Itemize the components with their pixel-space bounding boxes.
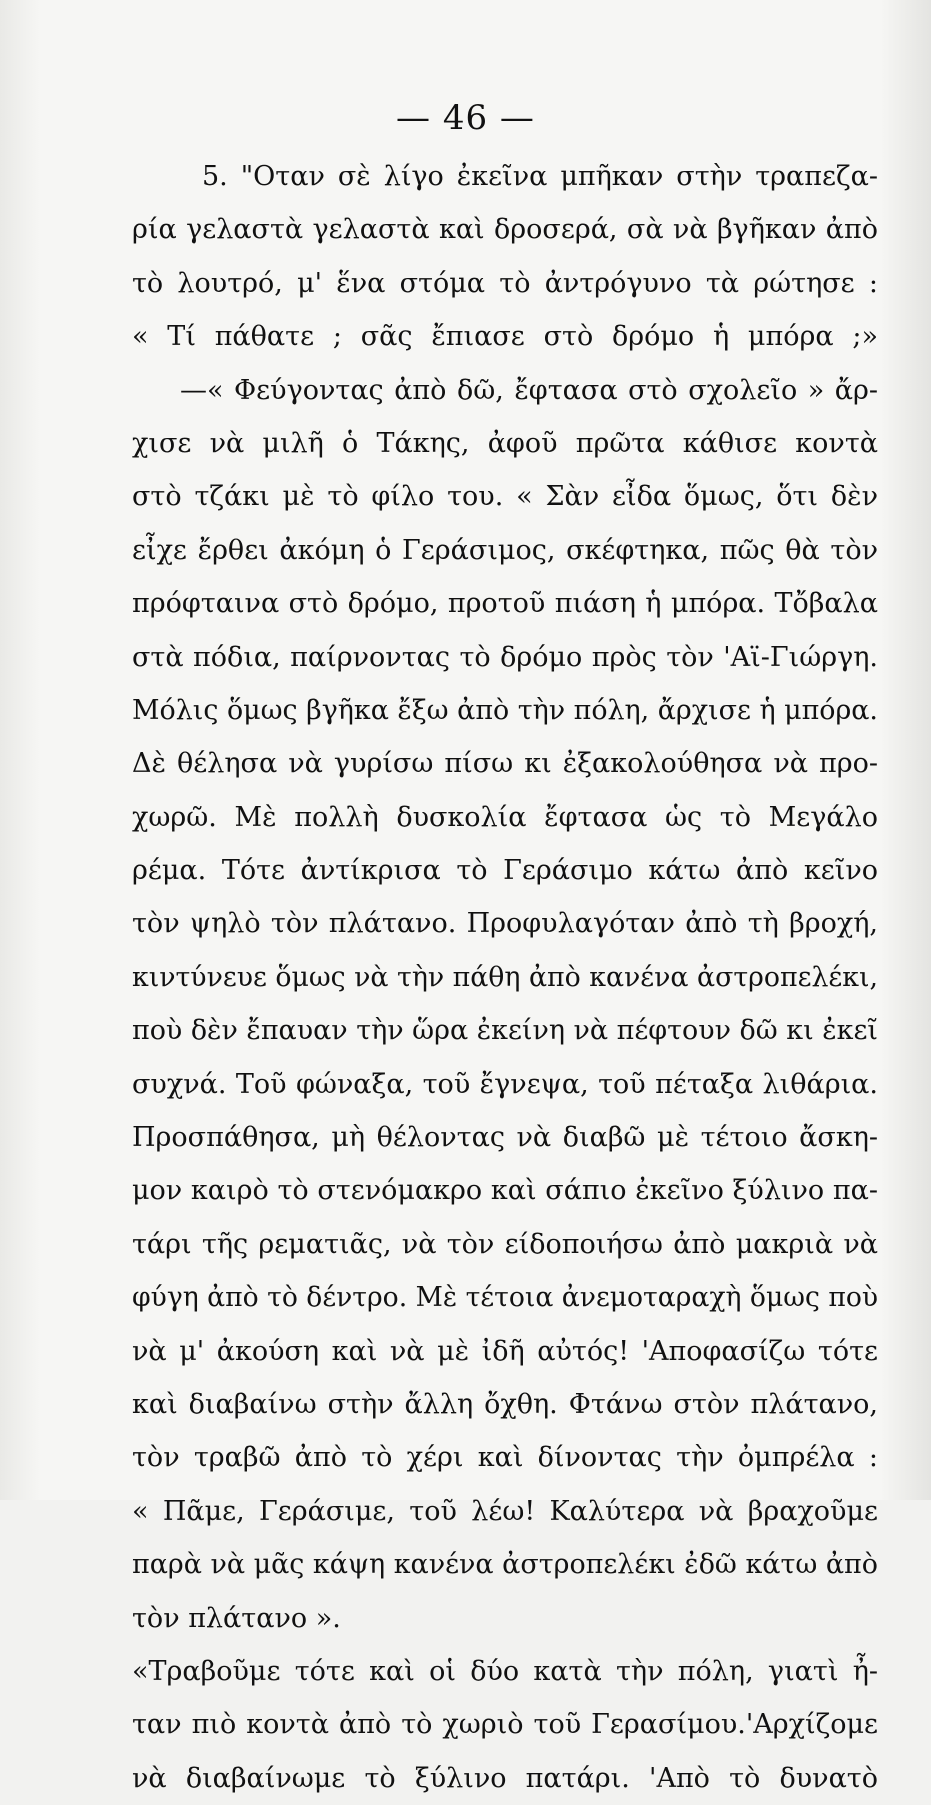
text-line: τὸν ψηλὸ τὸν πλάτανο. Προφυλαγόταν ἀπὸ τὴ βροχή,	[132, 908, 878, 940]
text-line: φύγη ἀπὸ τὸ δέντρο. Μὲ τέτοια ἀνεμοταραχὴ ὅμως ποὺ	[132, 1282, 879, 1314]
text-line: 5. "Οταν σὲ λίγο ἐκεῖνα μπῆκαν στὴν τραπεζα-	[202, 161, 878, 192]
text-line: στὸ τζάκι μὲ τὸ φίλο του. « Σὰν εἶδα ὅμως, ὅτι δὲν	[132, 481, 878, 513]
text-line: τὸ λουτρό, μ' ἕνα στόμα τὸ ἀντρόγυνο τὰ ρώτησε :	[132, 267, 878, 299]
text-line: νὰ μ' ἀκούση καὶ νὰ μὲ ἰδῆ αὐτός! 'Αποφασίζω τότε	[132, 1335, 878, 1367]
text-line: πρόφταινα στὸ δρόμο, προτοῦ πιάση ἡ μπόρα. Τὄβαλα	[132, 588, 878, 620]
text-line: χισε νὰ μιλῆ ὁ Τάκης, ἀφοῦ πρῶτα κάθισε κοντὰ	[132, 427, 878, 459]
text-line: κιντύνευε ὅμως νὰ τὴν πάθη ἀπὸ κανένα ἀστροπελέκι,	[132, 961, 879, 993]
text-line: παρὰ νὰ μᾶς κάψη κανένα ἀστροπελέκι ἐδῶ κάτω ἀπὸ	[132, 1549, 878, 1581]
text-line: Δὲ θέλησα νὰ γυρίσω πίσω κι ἐξακολούθησα νὰ προ-	[132, 748, 878, 780]
text-line: μον καιρὸ τὸ στενόμακρο καὶ σάπιο ἐκεῖνο ξύλινο πα-	[132, 1175, 878, 1207]
text-line: « Πᾶμε, Γεράσιμε, τοῦ λέω! Καλύτερα νὰ βραχοῦμε	[132, 1495, 878, 1527]
text-line: ρία γελαστὰ γελαστὰ καὶ δροσερά, σὰ νὰ βγῆκαν ἀπὸ	[132, 214, 878, 246]
text-line: συχνά. Τοῦ φώναξα, τοῦ ἔγνεψα, τοῦ πέταξα λιθάρια.	[132, 1068, 878, 1100]
body-text	[132, 150, 878, 1805]
text-line: —« Φεύγοντας ἀπὸ δῶ, ἔφτασα στὸ σχολεῖο » ἄρ-	[180, 374, 878, 406]
text-line: τὸν τραβῶ ἀπὸ τὸ χέρι καὶ δίνοντας τὴν ὀμπρέλα :	[132, 1442, 878, 1474]
text-line: « Τί πάθατε ; σᾶς ἔπιασε στὸ δρόμο ἡ μπόρα ;»	[132, 321, 878, 353]
text-line: Προσπάθησα, μὴ θέλοντας νὰ διαβῶ μὲ τέτοιο ἄσκη-	[132, 1122, 878, 1154]
text-line: τάρι τῆς ρεματιᾶς, νὰ τὸν είδοποιήσω ἀπὸ μακριὰ νὰ	[132, 1228, 878, 1260]
text-line: «Τραβοῦμε τότε καὶ οἱ δύο κατὰ τὴν πόλη, γιατὶ ἦ-	[132, 1655, 878, 1687]
text-line: ποὺ δὲν ἔπαυαν τὴν ὥρα ἐκείνη νὰ πέφτουν δῶ κι ἐκεῖ	[132, 1015, 878, 1047]
text-line: νὰ διαβαίνωμε τὸ ξύλινο πατάρι. 'Απὸ τὸ δυνατὸ	[132, 1762, 878, 1794]
text-line: εἶχε ἔρθει ἀκόμη ὁ Γεράσιμος, σκέφτηκα, πῶς θὰ τὸν	[132, 534, 878, 566]
page-number: — 46 —	[396, 98, 535, 138]
text-line: ταν πιὸ κοντὰ ἀπὸ τὸ χωριὸ τοῦ Γερασίμου.'Αρχίζομε	[132, 1709, 878, 1741]
text-line: Μόλις ὅμως βγῆκα ἔξω ἀπὸ τὴν πόλη, ἄρχισε ἡ μπόρα.	[132, 694, 878, 726]
text-line: χωρῶ. Μὲ πολλὴ δυσκολία ἔφτασα ὡς τὸ Μεγάλο	[132, 801, 878, 833]
text-line: στὰ πόδια, παίρνοντας τὸ δρόμο πρὸς τὸν 'Αϊ-Γιώργη.	[132, 641, 878, 673]
text-line: καὶ διαβαίνω στὴν ἄλλη ὄχθη. Φτάνω στὸν πλάτανο,	[132, 1388, 878, 1420]
text-line: ρέμα. Τότε ἀντίκρισα τὸ Γεράσιμο κάτω ἀπὸ κεῖνο	[132, 855, 878, 887]
text-line: τὸν πλάτανο ».	[132, 1602, 341, 1634]
